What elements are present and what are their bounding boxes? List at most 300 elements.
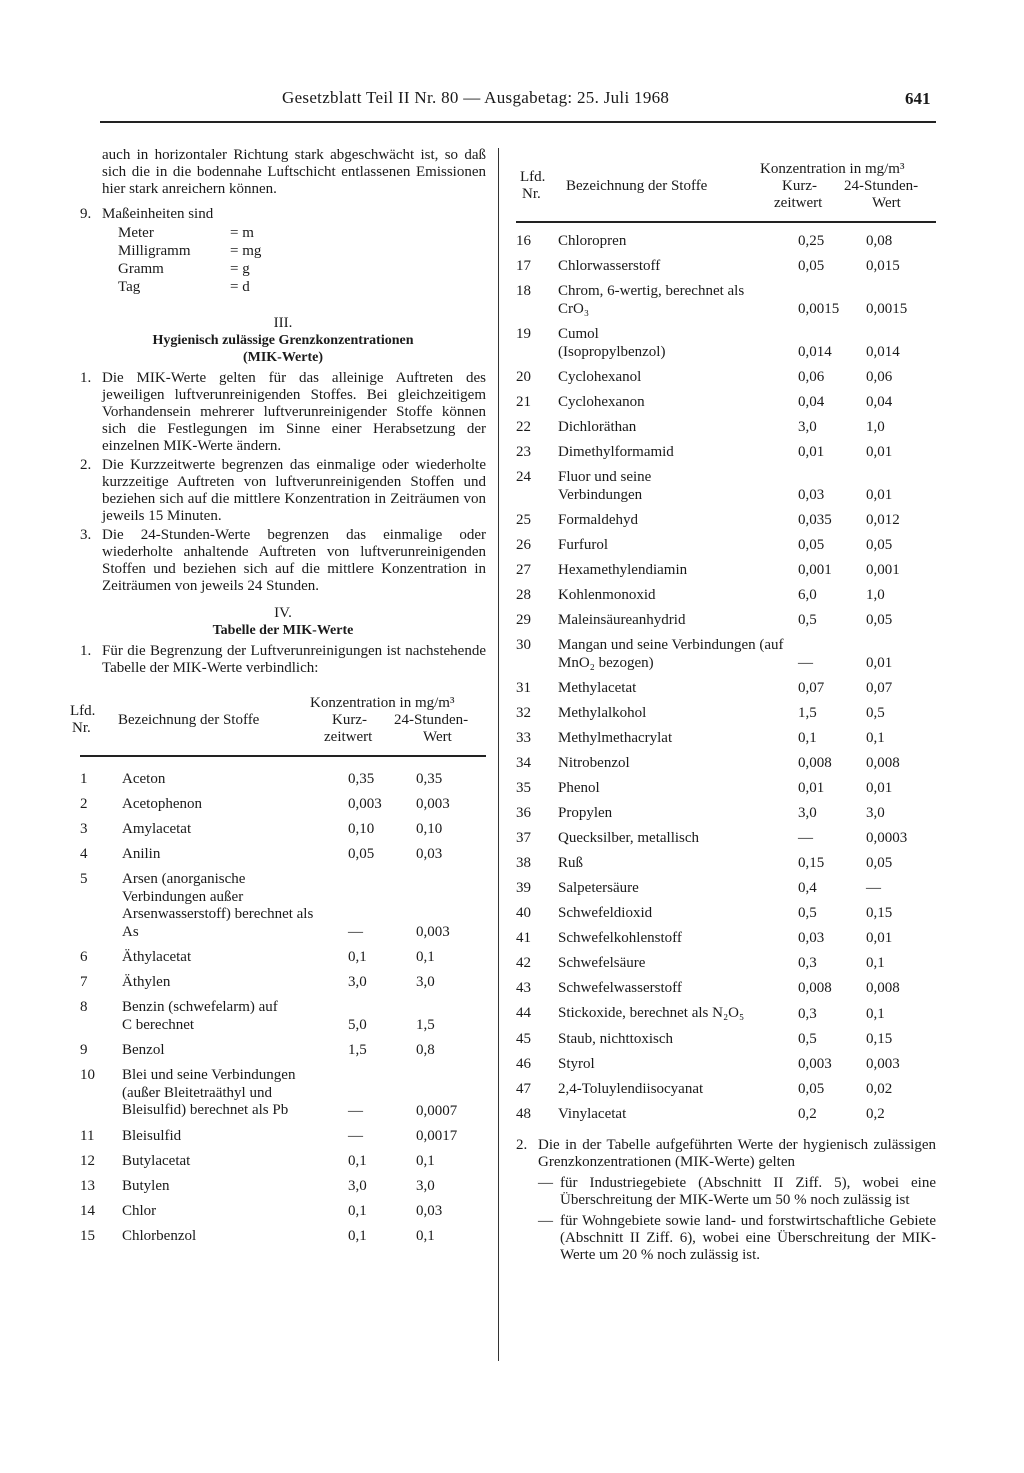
- row-nr: 23: [516, 444, 531, 460]
- row-nr: 47: [516, 1080, 531, 1097]
- row-nr: 14: [80, 1202, 95, 1219]
- row-nr: 2: [80, 796, 88, 812]
- row-kurz: 0,014: [798, 344, 832, 360]
- row-name: Benzol: [122, 1042, 165, 1058]
- intro-paragraph: auch in horizontaler Richtung stark abgeschwächt ist, so daß sich die in die bodennahe Luftschicht entlassenen Emissionen hier stark anreichern können.: [102, 147, 486, 197]
- header-title: Gesetzblatt Teil II Nr. 80 — Ausgabetag: 25. Juli 1968: [282, 88, 670, 107]
- row-wert: 3,0: [416, 1177, 435, 1194]
- row-wert: 0,03: [416, 846, 443, 862]
- item-number: 2.: [516, 1136, 528, 1153]
- row-name: Vinylacetat: [558, 1105, 627, 1122]
- row-nr: 46: [516, 1055, 531, 1072]
- row-name: Schwefelsäure: [558, 955, 646, 971]
- row-nr: 7: [80, 974, 88, 990]
- row-kurz: 3,0: [348, 974, 367, 990]
- row-kurz: 0,008: [798, 755, 832, 771]
- dash-text: für Wohngebiete sowie land- und forstwirtschaftliche Gebiete (Abschnitt II Ziff. 6), wobei eine Überschreitung der MIK-Werte um 20 % noch zulässig ist.: [560, 1212, 936, 1263]
- item-number: 1.: [80, 370, 92, 386]
- item-number: 2.: [80, 457, 92, 473]
- row-wert: 0,01: [866, 655, 893, 671]
- table-row: [516, 250, 936, 275]
- row-name: Arsen (anorganische Verbindungen außer Arsenwasserstoff) berechnet als As: [122, 871, 314, 940]
- row-kurz: 1,5: [348, 1042, 367, 1058]
- table-row: [516, 529, 936, 554]
- row-name: Methylacetat: [558, 680, 637, 696]
- row-nr: 20: [516, 369, 531, 385]
- table-row: [516, 1023, 936, 1048]
- row-nr: 31: [516, 680, 531, 696]
- table-row: [516, 697, 936, 722]
- row-kurz: 0,3: [798, 955, 817, 971]
- row-name: Anilin: [122, 846, 161, 862]
- table-row: [80, 1145, 486, 1170]
- item-text: Für die Begrenzung der Luftverunreinigungen ist nachstehende Tabelle der MIK-Werte verbindlich:: [102, 643, 486, 676]
- col-header-nr: Nr.: [522, 186, 541, 202]
- row-name: Maleinsäureanhydrid: [558, 612, 686, 628]
- table-row: [516, 504, 936, 529]
- dash-marker: —: [538, 1212, 553, 1229]
- table-row: [80, 1220, 486, 1245]
- section-4-numeral: IV.: [274, 605, 292, 621]
- row-wert: —: [866, 880, 881, 896]
- row-wert: 0,05: [866, 612, 893, 628]
- table-row: [516, 797, 936, 822]
- row-wert: 0,03: [416, 1202, 443, 1219]
- row-name: Propylen: [558, 805, 613, 821]
- table-row: [516, 1073, 936, 1098]
- row-wert: 0,012: [866, 512, 900, 528]
- row-kurz: 0,008: [798, 980, 832, 996]
- item-text: Die Kurzzeitwerte begrenzen das einmalige oder wiederholte kurzzeitige Auftreten von luftverunreinigenden Stoffen und beziehen sich auf die mittlere Konzentration in Zeiträumen von jeweils 15 Minuten.: [102, 457, 486, 524]
- dash-item: [538, 1175, 936, 1209]
- col-header-w: 24-Stunden-: [844, 178, 919, 194]
- row-wert: 0,01: [866, 444, 893, 460]
- table-row: [516, 972, 936, 997]
- item-9: [80, 206, 486, 223]
- row-wert: 0,01: [866, 487, 893, 503]
- table-row: [80, 1170, 486, 1195]
- row-kurz: 0,035: [798, 512, 832, 528]
- row-kurz: 0,001: [798, 562, 832, 578]
- row-nr: 18: [516, 283, 531, 299]
- item-text: Maßeinheiten sind: [102, 206, 214, 222]
- row-nr: 16: [516, 233, 531, 249]
- table-row: [516, 947, 936, 972]
- row-nr: 12: [80, 1152, 95, 1169]
- row-name: Formaldehyd: [558, 512, 638, 528]
- row-name: Hexamethylendiamin: [558, 562, 688, 578]
- col-header-w: 24-Stunden-: [394, 712, 469, 728]
- unit-name: Gramm: [118, 261, 164, 277]
- col-header-nr: Lfd.: [520, 169, 546, 185]
- unit-name: Tag: [118, 279, 141, 295]
- row-wert: 0,02: [866, 1080, 893, 1097]
- table-row: [516, 436, 936, 461]
- table-row: [516, 722, 936, 747]
- table-row: [80, 838, 486, 863]
- section-4-item: [80, 643, 486, 677]
- row-kurz: 0,1: [348, 1202, 367, 1219]
- row-name: Äthylen: [122, 974, 171, 990]
- row-name: Nitrobenzol: [558, 755, 630, 771]
- row-wert: 0,001: [866, 562, 900, 578]
- section-3-item: [80, 457, 486, 525]
- row-kurz: 1,5: [798, 705, 817, 721]
- row-nr: 24: [516, 469, 531, 485]
- row-wert: 0,1: [866, 730, 885, 746]
- table-row: [516, 872, 936, 897]
- table-row: [516, 361, 936, 386]
- row-wert: 0,003: [416, 796, 450, 812]
- row-kurz: 0,1: [348, 1227, 367, 1244]
- row-nr: 25: [516, 512, 531, 528]
- table-header: [70, 695, 486, 757]
- row-kurz: 0,0015: [798, 301, 840, 317]
- table-row: [80, 966, 486, 991]
- row-name: Äthylacetat: [122, 949, 192, 965]
- col-header-w: Wert: [872, 195, 901, 211]
- table-row: [80, 991, 486, 1034]
- row-wert: 0,15: [866, 1030, 893, 1047]
- row-wert: 0,008: [866, 755, 900, 771]
- row-name: Furfurol: [558, 537, 608, 553]
- row-kurz: —: [348, 1127, 363, 1144]
- section-3-title: Hygienisch zulässige Grenzkonzentrationen: [152, 333, 414, 348]
- row-wert: 0,5: [866, 705, 885, 721]
- row-name: Chloropren: [558, 233, 627, 249]
- row-nr: 40: [516, 905, 531, 921]
- row-nr: 27: [516, 562, 531, 578]
- table-row: [80, 863, 486, 941]
- mik-table-left: [80, 763, 486, 1245]
- row-kurz: 6,0: [798, 587, 817, 603]
- table-row: [516, 629, 936, 672]
- row-wert: 0,8: [416, 1042, 435, 1058]
- item-text: Die 24-Stunden-Werte begrenzen das einmalige oder wiederholte anhaltende Auftreten von luftverunreinigenden Stoffen und beziehen sich auf die mittlere Konzentration in Zeiträumen von jeweils 24 Stunden.: [102, 527, 486, 594]
- row-wert: 0,1: [416, 1152, 435, 1169]
- row-kurz: 0,15: [798, 855, 825, 871]
- row-kurz: —: [348, 924, 363, 940]
- table-row: [516, 772, 936, 797]
- row-wert: 0,01: [866, 780, 893, 796]
- table-row: [516, 275, 936, 318]
- row-name: Stickoxide, berechnet als N₂O₅: [558, 1005, 745, 1021]
- row-nr: 41: [516, 930, 531, 946]
- header-rule: [100, 121, 936, 123]
- row-kurz: 0,01: [798, 444, 825, 460]
- row-nr: 37: [516, 830, 531, 846]
- row-name: Quecksilber, metallisch: [558, 830, 700, 846]
- table-row: [80, 941, 486, 966]
- unit-symbol: = mg: [230, 243, 262, 259]
- right-column: [516, 163, 936, 1264]
- row-name: Methylmethacrylat: [558, 730, 673, 746]
- row-kurz: 3,0: [348, 1177, 367, 1194]
- unit-row: [118, 225, 486, 243]
- row-wert: 0,04: [866, 394, 893, 410]
- row-nr: 43: [516, 980, 531, 996]
- col-header-k: Kurz-: [782, 178, 817, 194]
- row-kurz: 0,06: [798, 369, 825, 385]
- row-name: Cumol (Isopropylbenzol): [558, 326, 666, 360]
- mik-table-right: [516, 225, 936, 1123]
- row-kurz: 5,0: [348, 1017, 367, 1033]
- row-kurz: 0,1: [798, 730, 817, 746]
- row-kurz: 0,3: [798, 1005, 817, 1022]
- table-row: [516, 847, 936, 872]
- item-2: [516, 1137, 936, 1171]
- row-kurz: 0,5: [798, 612, 817, 628]
- dash-marker: —: [538, 1174, 553, 1191]
- table-row: [516, 922, 936, 947]
- item-number: 9.: [80, 206, 92, 222]
- row-name: Styrol: [558, 1055, 595, 1072]
- col-header-name: Bezeichnung der Stoffe: [566, 178, 708, 194]
- row-nr: 30: [516, 637, 531, 653]
- col-header-nr: Lfd.: [70, 703, 96, 719]
- row-kurz: 0,05: [348, 846, 375, 862]
- row-name: Butylen: [122, 1177, 170, 1194]
- row-kurz: 0,1: [348, 1152, 367, 1169]
- table-row: [516, 579, 936, 604]
- row-nr: 8: [80, 999, 88, 1015]
- table-row: [516, 604, 936, 629]
- row-name: Blei und seine Verbindungen (außer Bleitetraäthyl und Bleisulfid) berechnet als Pb: [122, 1067, 296, 1118]
- table-row: [516, 822, 936, 847]
- row-name: Schwefelkohlenstoff: [558, 930, 682, 946]
- row-nr: 33: [516, 730, 531, 746]
- row-name: Cyclohexanon: [558, 394, 645, 410]
- row-name: Dimethylformamid: [558, 444, 674, 460]
- table-row: [516, 461, 936, 504]
- row-kurz: 0,01: [798, 780, 825, 796]
- row-kurz: 0,05: [798, 1080, 825, 1097]
- table-row: [80, 1059, 486, 1120]
- left-column: [70, 147, 486, 1245]
- table-row: [516, 672, 936, 697]
- row-kurz: 0,03: [798, 487, 825, 503]
- table-header: [516, 163, 936, 223]
- row-wert: 0,014: [866, 344, 900, 360]
- row-name: Butylacetat: [122, 1152, 191, 1169]
- row-nr: 39: [516, 880, 531, 896]
- row-wert: 0,0007: [416, 1102, 458, 1119]
- unit-row: [118, 279, 486, 297]
- row-name: Chrom, 6-wertig, berechnet als CrO₃: [558, 283, 745, 317]
- row-nr: 42: [516, 955, 531, 971]
- row-name: Kohlenmonoxid: [558, 587, 656, 603]
- dash-item: [538, 1213, 936, 1264]
- row-kurz: 0,10: [348, 821, 375, 837]
- row-name: Acetophenon: [122, 796, 202, 812]
- row-kurz: 0,003: [798, 1055, 832, 1072]
- row-name: Dichloräthan: [558, 419, 637, 435]
- row-name: Cyclohexanol: [558, 369, 642, 385]
- item-number: 3.: [80, 527, 92, 543]
- row-wert: 0,003: [866, 1055, 900, 1072]
- row-kurz: 0,07: [798, 680, 825, 696]
- section-3-item: [80, 527, 486, 595]
- row-nr: 11: [80, 1127, 95, 1144]
- table-row: [80, 763, 486, 788]
- row-nr: 9: [80, 1042, 88, 1058]
- row-kurz: 0,25: [798, 233, 825, 249]
- row-nr: 4: [80, 846, 88, 862]
- row-name: Chlor: [122, 1202, 157, 1219]
- row-kurz: 0,1: [348, 949, 367, 965]
- row-nr: 21: [516, 394, 531, 410]
- row-nr: 1: [80, 771, 88, 787]
- row-kurz: —: [798, 655, 813, 671]
- row-name: Bleisulfid: [122, 1127, 182, 1144]
- row-name: Phenol: [558, 780, 600, 796]
- col-header-k: zeitwert: [324, 729, 373, 745]
- row-nr: 45: [516, 1030, 531, 1047]
- row-nr: 34: [516, 755, 531, 771]
- table-row: [516, 411, 936, 436]
- row-wert: 1,5: [416, 1017, 435, 1033]
- row-kurz: —: [798, 830, 813, 846]
- table-row: [80, 1120, 486, 1145]
- unit-row: [118, 261, 486, 279]
- row-wert: 0,0015: [866, 301, 908, 317]
- section-3-numeral: III.: [273, 315, 293, 331]
- col-header-k: Kurz-: [332, 712, 367, 728]
- row-name: Methylalkohol: [558, 705, 647, 721]
- row-nr: 6: [80, 949, 88, 965]
- row-wert: 0,06: [866, 369, 893, 385]
- row-nr: 28: [516, 587, 531, 603]
- row-nr: 22: [516, 419, 531, 435]
- row-nr: 44: [516, 1005, 531, 1021]
- row-nr: 29: [516, 612, 531, 628]
- col-header-k: zeitwert: [774, 195, 823, 211]
- row-nr: 15: [80, 1227, 95, 1244]
- item-number: 1.: [80, 643, 92, 659]
- row-kurz: 3,0: [798, 419, 817, 435]
- row-name: Benzin (schwefelarm) auf C berechnet: [122, 999, 278, 1033]
- table-row: [80, 813, 486, 838]
- unit-symbol: = m: [230, 225, 254, 241]
- unit-row: [118, 243, 486, 261]
- section-3-subtitle: (MIK-Werte): [242, 350, 324, 365]
- row-wert: 0,0017: [416, 1127, 458, 1144]
- item-text: Die in der Tabelle aufgeführten Werte der hygienisch zulässigen Grenzkonzentrationen (MIK-Werte) gelten: [538, 1136, 936, 1170]
- page-number: 641: [905, 89, 931, 108]
- table-row: [80, 1034, 486, 1059]
- row-wert: 0,10: [416, 821, 443, 837]
- section-4-title: Tabelle der MIK-Werte: [212, 623, 354, 638]
- row-wert: 0,008: [866, 980, 900, 996]
- row-wert: 0,003: [416, 924, 450, 940]
- row-wert: 0,1: [866, 1005, 885, 1022]
- row-nr: 5: [80, 871, 88, 887]
- col-header-nr: Nr.: [72, 720, 91, 736]
- row-kurz: 0,05: [798, 537, 825, 553]
- row-name: Mangan und seine Verbindungen (auf MnO₂ bezogen): [558, 637, 784, 671]
- row-wert: 0,015: [866, 258, 900, 274]
- table-row: [516, 554, 936, 579]
- col-header-konz: Konzentration in mg/m³: [760, 161, 905, 177]
- row-wert: 0,01: [866, 930, 893, 946]
- row-name: Staub, nichttoxisch: [558, 1030, 673, 1047]
- table-row: [80, 1195, 486, 1220]
- row-wert: 3,0: [866, 805, 885, 821]
- row-nr: 17: [516, 258, 531, 274]
- row-kurz: 0,04: [798, 394, 825, 410]
- row-wert: 0,0003: [866, 830, 908, 846]
- row-wert: 0,1: [866, 955, 885, 971]
- table-row: [80, 788, 486, 813]
- row-kurz: 0,003: [348, 796, 382, 812]
- unit-name: Milligramm: [118, 243, 191, 259]
- row-wert: 0,05: [866, 855, 893, 871]
- table-row: [516, 997, 936, 1023]
- row-kurz: 0,03: [798, 930, 825, 946]
- row-wert: 0,07: [866, 680, 893, 696]
- row-nr: 26: [516, 537, 531, 553]
- row-wert: 0,08: [866, 233, 893, 249]
- unit-name: Meter: [118, 225, 154, 241]
- row-nr: 3: [80, 821, 88, 837]
- dash-text: für Industriegebiete (Abschnitt II Ziff. 5), wobei eine Überschreitung der MIK-Werte um 50 % noch zulässig ist: [560, 1174, 936, 1208]
- row-name: Fluor und seine Verbindungen: [558, 469, 652, 503]
- table-row: [516, 1098, 936, 1123]
- row-name: Schwefelwasserstoff: [558, 980, 682, 996]
- table-row: [516, 897, 936, 922]
- row-name: Aceton: [122, 771, 166, 787]
- row-nr: 32: [516, 705, 531, 721]
- row-nr: 48: [516, 1105, 531, 1122]
- col-header-name: Bezeichnung der Stoffe: [118, 712, 260, 728]
- row-wert: 0,15: [866, 905, 893, 921]
- row-name: 2,4-Toluylendiisocyanat: [558, 1080, 704, 1097]
- row-nr: 13: [80, 1177, 95, 1194]
- row-wert: 0,1: [416, 1227, 435, 1244]
- col-header-konz: Konzentration in mg/m³: [310, 695, 455, 711]
- dash-list: [516, 1175, 936, 1264]
- units-list: [118, 225, 486, 297]
- row-wert: 1,0: [866, 587, 885, 603]
- row-name: Chlorwasserstoff: [558, 258, 661, 274]
- section-3-item: [80, 370, 486, 455]
- row-wert: 0,35: [416, 771, 443, 787]
- unit-symbol: = g: [230, 261, 250, 277]
- table-row: [516, 386, 936, 411]
- table-row: [516, 225, 936, 250]
- row-wert: 0,1: [416, 949, 435, 965]
- table-row: [516, 747, 936, 772]
- row-nr: 19: [516, 326, 531, 342]
- row-kurz: 0,5: [798, 1030, 817, 1047]
- row-name: Schwefeldioxid: [558, 905, 653, 921]
- col-header-w: Wert: [423, 729, 452, 745]
- row-kurz: 3,0: [798, 805, 817, 821]
- row-wert: 1,0: [866, 419, 885, 435]
- row-kurz: 0,35: [348, 771, 375, 787]
- item-text: Die MIK-Werte gelten für das alleinige Auftreten des jeweiligen luftverunreinigenden Stoffes. Bei gleichzeitigem Vorhandensein mehrerer luftverunreinigender Stoffe können sich die Festlegungen im Sinne einer Herabsetzung der einzelnen MIK-Werte ändern.: [102, 370, 486, 454]
- row-kurz: 0,5: [798, 905, 817, 921]
- table-row: [516, 1048, 936, 1073]
- row-nr: 10: [80, 1067, 95, 1083]
- row-kurz: 0,4: [798, 880, 817, 896]
- row-name: Salpetersäure: [558, 880, 639, 896]
- row-wert: 0,2: [866, 1105, 885, 1122]
- row-name: Amylacetat: [122, 821, 192, 837]
- row-nr: 36: [516, 805, 531, 821]
- row-wert: 3,0: [416, 974, 435, 990]
- row-nr: 38: [516, 855, 531, 871]
